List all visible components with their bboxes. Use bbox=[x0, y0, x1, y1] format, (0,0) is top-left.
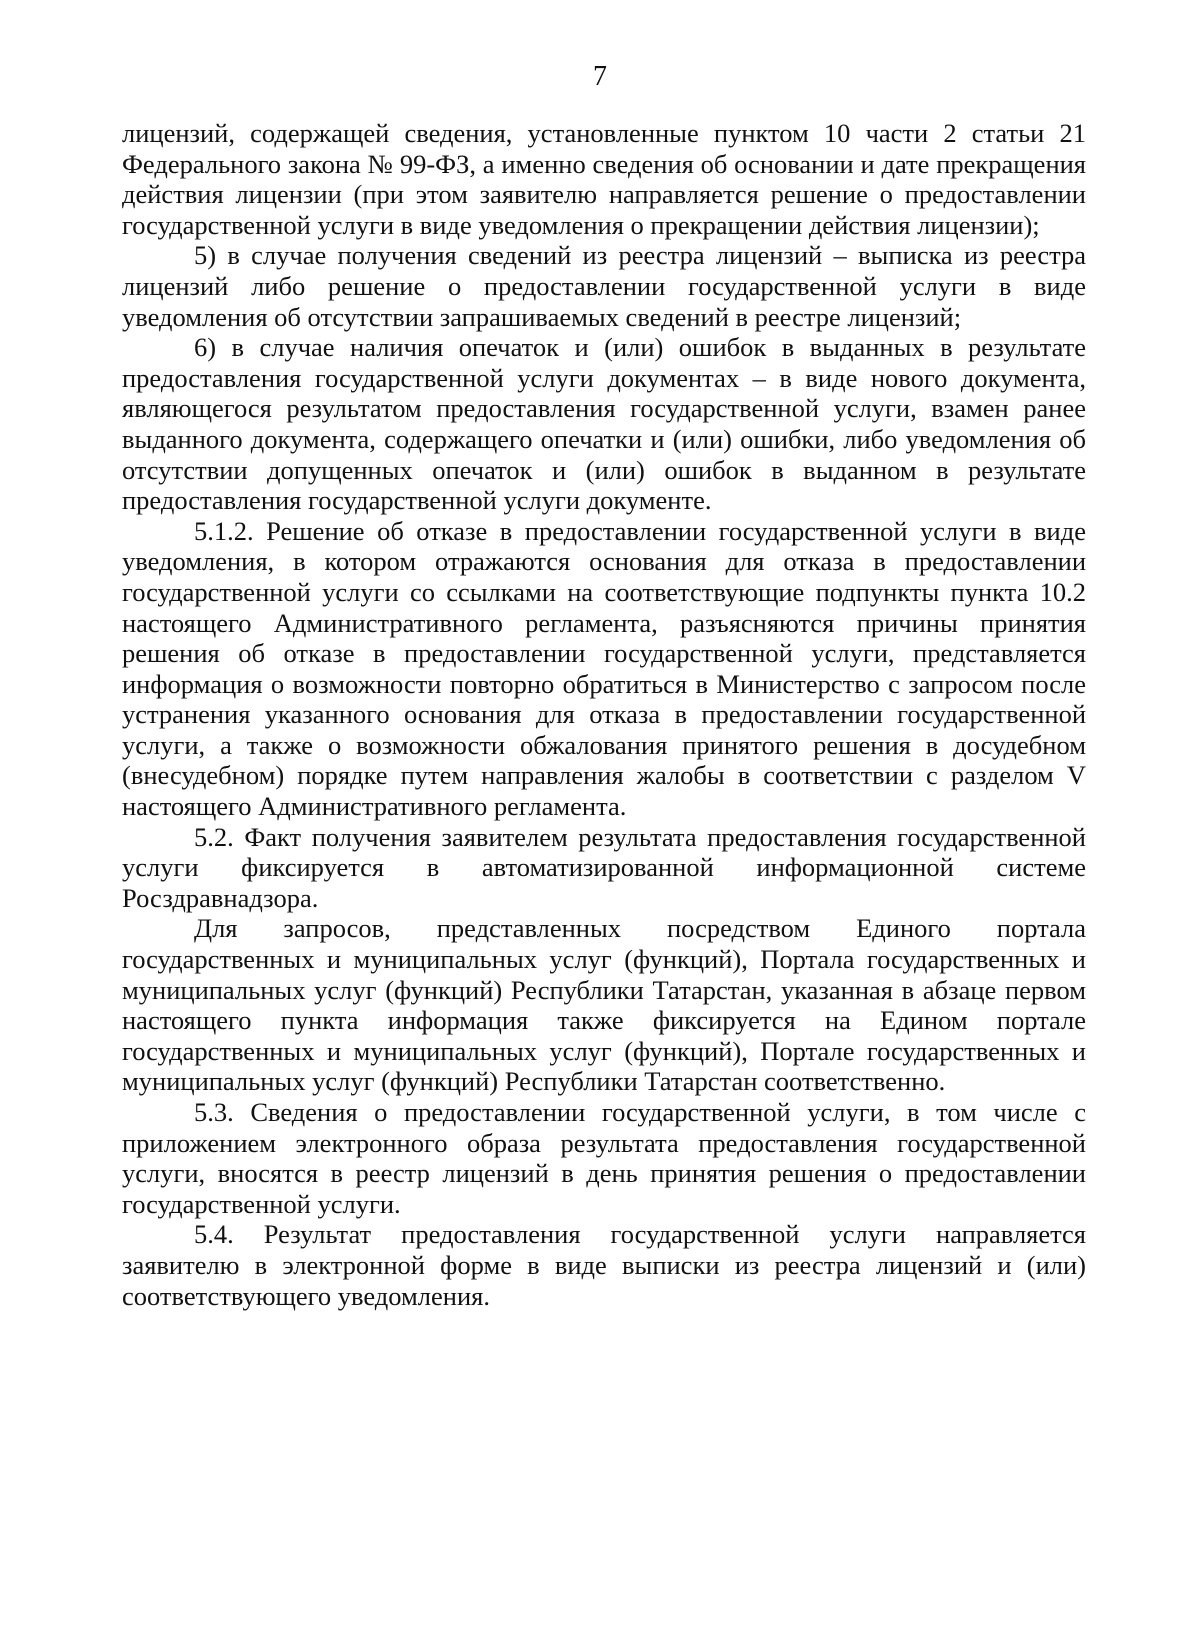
paragraph-8: 5.4. Результат предоставления государственной услуги направляется заявителю в электронной форме в виде выписки из реестра лицензий и (или) соответствующего уведомления. bbox=[122, 1219, 1086, 1311]
document-body bbox=[122, 118, 1086, 1311]
paragraph-3: 6) в случае наличия опечаток и (или) ошибок в выданных в результате предоставления государственной услуги документах – в виде нового документа, являющегося результатом предоставления государственной услуги, взамен ранее выданного документа, содержащего опечатки и (или) ошибки, либо уведомления об отсутствии допущенных опечаток и (или) ошибок в выданном в результате предоставления государственной услуги документе. bbox=[122, 332, 1086, 516]
paragraph-7: 5.3. Сведения о предоставлении государственной услуги, в том числе с приложением электронного образа результата предоставления государственной услуги, вносятся в реестр лицензий в день принятия решения о предоставлении государственной услуги. bbox=[122, 1097, 1086, 1219]
paragraph-4: 5.1.2. Решение об отказе в предоставлении государственной услуги в виде уведомления, в котором отражаются основания для отказа в предоставлении государственной услуги со ссылками на соответствующие подпункты пункта 10.2 настоящего Административного регламента, разъясняются причины принятия решения об отказе в предоставлении государственной услуги, представляется информация о возможности повторно обратиться в Министерство с запросом после устранения указанного основания для отказа в предоставлении государственной услуги, а также о возможности обжалования принятого решения в досудебном (внесудебном) порядке путем направления жалобы в соответствии с разделом V настоящего Административного регламента. bbox=[122, 515, 1086, 822]
page-number: 7 bbox=[593, 61, 607, 92]
paragraph-1: лицензий, содержащей сведения, установленные пунктом 10 части 2 статьи 21 Федерального закона № 99-ФЗ, а именно сведения об основании и дате прекращения действия лицензии (при этом заявителю направляется решение о предоставлении государственной услуги в виде уведомления о прекращении действия лицензии); bbox=[122, 118, 1086, 240]
paragraph-2: 5) в случае получения сведений из реестра лицензий – выписка из реестра лицензий либо решение о предоставлении государственной услуги в виде уведомления об отсутствии запрашиваемых сведений в реестре лицензий; bbox=[122, 240, 1086, 332]
paragraph-6: Для запросов, представленных посредством Единого портала государственных и муниципальных услуг (функций), Портала государственных и муниципальных услуг (функций) Республики Татарстан, указанная в абзаце первом настоящего пункта информация также фиксируется на Едином портале государственных и муниципальных услуг (функций), Портале государственных и муниципальных услуг (функций) Республики Татарстан соответственно. bbox=[122, 913, 1086, 1097]
paragraph-5: 5.2. Факт получения заявителем результата предоставления государственной услуги фиксируется в автоматизированной информационной системе Росздравнадзора. bbox=[122, 821, 1086, 913]
